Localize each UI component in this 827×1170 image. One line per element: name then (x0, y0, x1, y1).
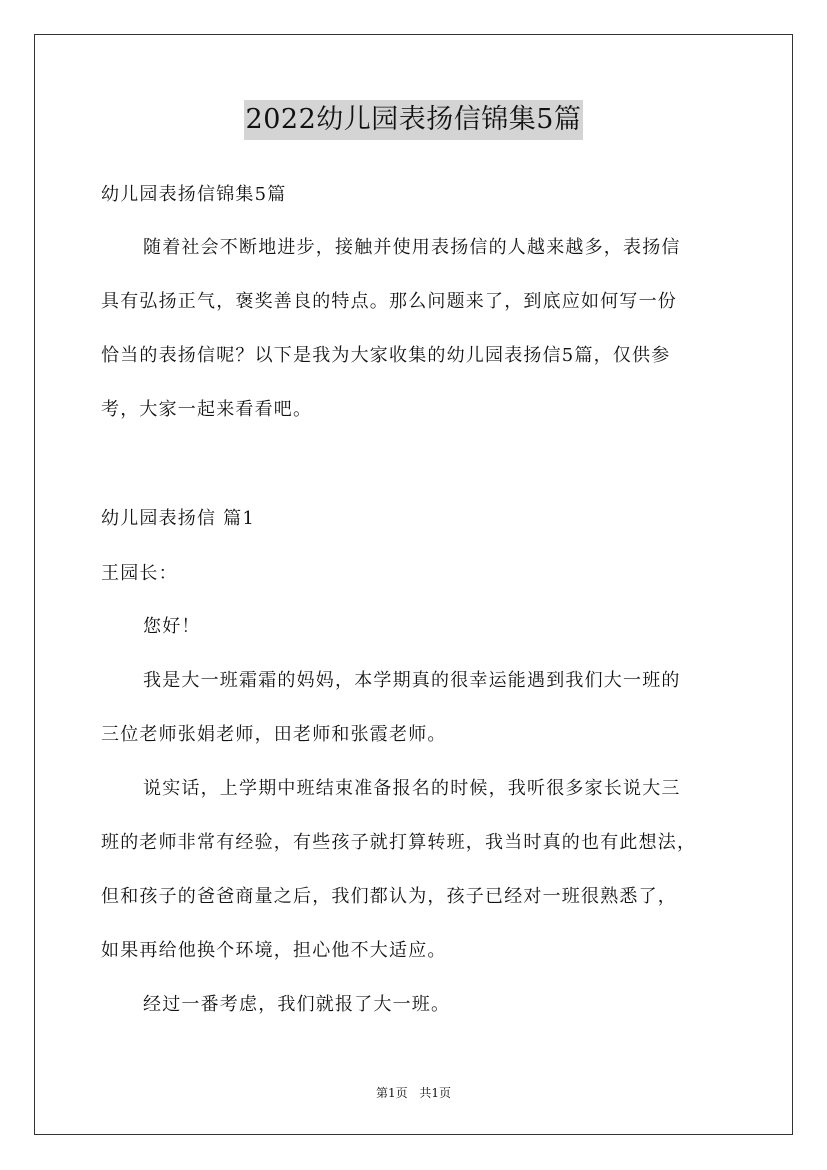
body-line-6: 如果再给他换个环境，担心他不大适应。 (101, 940, 447, 961)
page-footer (0, 1085, 827, 1101)
intro-line-1: 随着社会不断地进步，接触并使用表扬信的人越来越多，表扬信 (143, 237, 681, 258)
intro-line-4: 考，大家一起来看看吧。 (101, 399, 313, 420)
body-line-7: 经过一番考虑，我们就报了大一班。 (143, 994, 451, 1015)
greeting: 您好！ (143, 616, 201, 637)
title-container (0, 100, 827, 140)
document-subtitle: 幼儿园表扬信锦集5篇 (101, 184, 287, 205)
section-heading: 幼儿园表扬信 篇1 (101, 508, 255, 529)
intro-line-3: 恰当的表扬信呢？以下是我为大家收集的幼儿园表扬信5篇，仅供参 (101, 345, 671, 366)
salutation: 王园长： (101, 563, 178, 584)
body-line-2: 三位老师张娟老师，田老师和张霞老师。 (101, 724, 447, 745)
body-line-3: 说实话，上学期中班结束准备报名的时候，我听很多家长说大三 (143, 778, 681, 799)
page-number-total: 共1页 (419, 1086, 452, 1100)
body-line-5: 但和孩子的爸爸商量之后，我们都认为，孩子已经对一班很熟悉了， (101, 886, 677, 907)
intro-line-2: 具有弘扬正气，褒奖善良的特点。那么问题来了，到底应如何写一份 (101, 291, 677, 312)
body-line-1: 我是大一班霜霜的妈妈，本学期真的很幸运能遇到我们大一班的 (143, 670, 681, 691)
body-line-4: 班的老师非常有经验，有些孩子就打算转班，我当时真的也有此想法， (101, 832, 697, 853)
document-title: 2022幼儿园表扬信锦集5篇 (244, 100, 584, 140)
page-number-current: 第1页 (375, 1086, 408, 1100)
